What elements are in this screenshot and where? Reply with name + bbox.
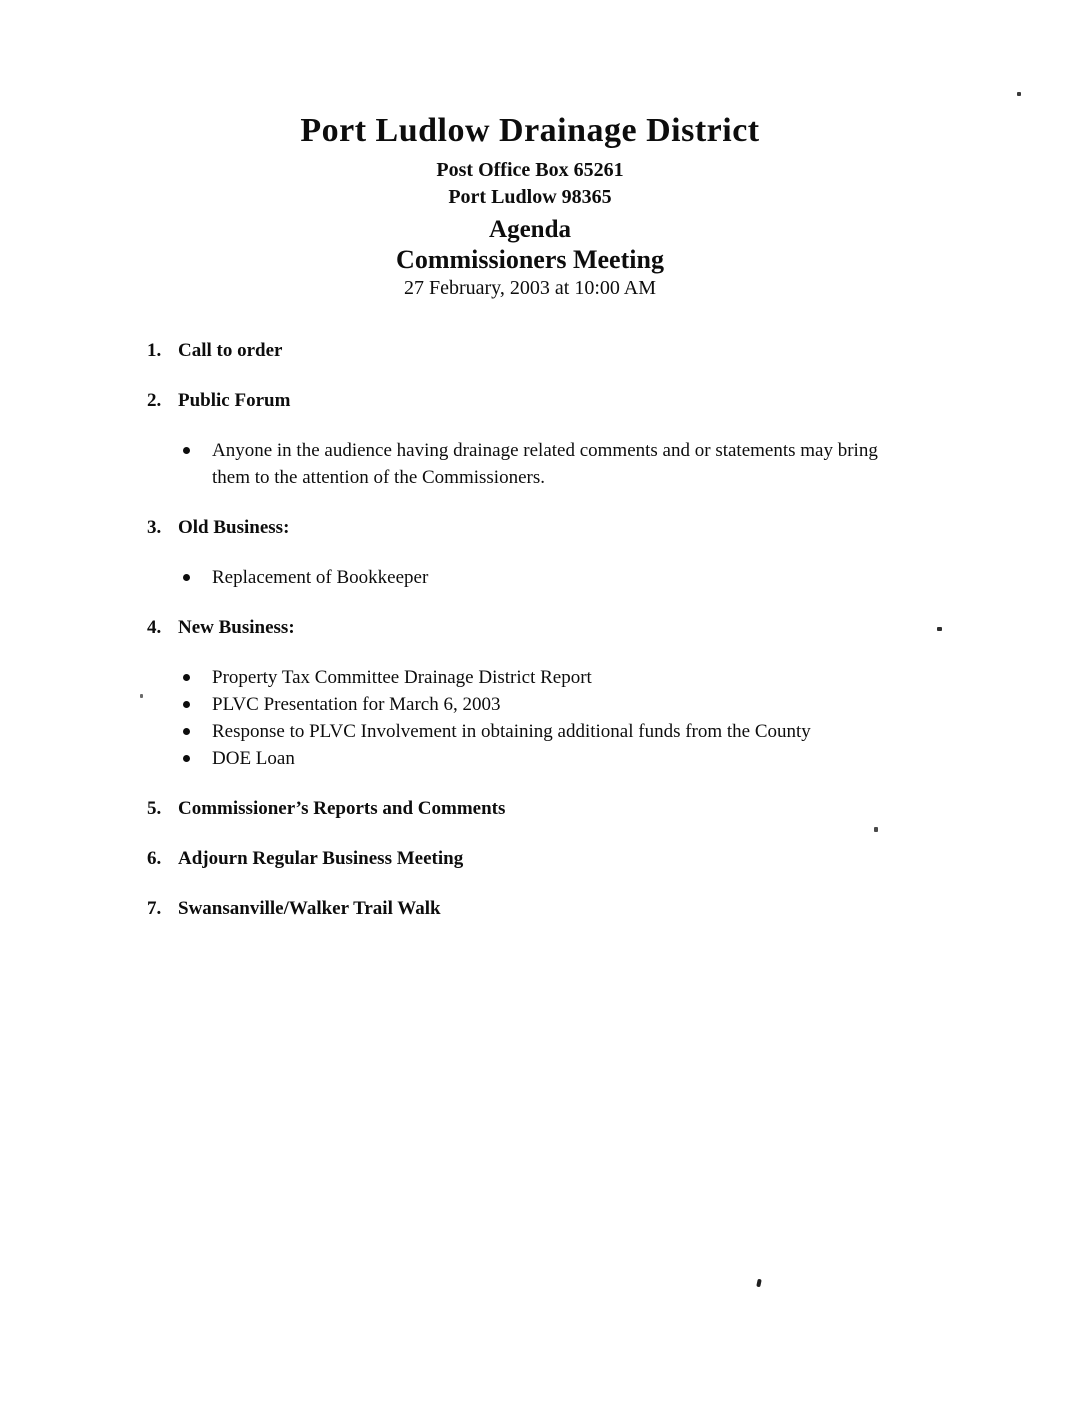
agenda-item bbox=[147, 614, 1084, 641]
scan-speck bbox=[140, 694, 143, 698]
agenda-item-label: Public Forum bbox=[178, 390, 291, 411]
agenda-group bbox=[147, 337, 1084, 364]
agenda-item-number: 7. bbox=[147, 898, 162, 919]
scan-speck bbox=[756, 1279, 762, 1288]
agenda-bullet-list bbox=[147, 437, 1084, 491]
scan-speck bbox=[1017, 92, 1021, 96]
agenda-item-label: New Business: bbox=[178, 617, 295, 638]
agenda-group bbox=[147, 795, 1084, 822]
agenda-item-number: 3. bbox=[147, 517, 162, 538]
agenda-item bbox=[147, 895, 1084, 922]
agenda-group bbox=[147, 614, 1084, 772]
agenda-item-label: Call to order bbox=[178, 340, 283, 361]
agenda-group bbox=[147, 845, 1084, 872]
agenda-item-number: 2. bbox=[147, 390, 162, 411]
agenda-item-number: 4. bbox=[147, 617, 162, 638]
page-title: Port Ludlow Drainage District bbox=[300, 112, 760, 149]
agenda-item-label: Adjourn Regular Business Meeting bbox=[178, 848, 464, 869]
agenda-bullet-list bbox=[147, 664, 1084, 772]
agenda-list bbox=[147, 337, 1084, 922]
scan-speck bbox=[874, 827, 878, 832]
agenda-item bbox=[147, 514, 1084, 541]
agenda-item-label: Commissioner’s Reports and Comments bbox=[178, 798, 506, 819]
agenda-group bbox=[147, 387, 1084, 491]
agenda-bullet: DOE Loan bbox=[182, 745, 912, 772]
agenda-item bbox=[147, 845, 1084, 872]
agenda-item-number: 1. bbox=[147, 340, 162, 361]
agenda-bullet-list bbox=[147, 564, 1084, 591]
agenda-heading: Agenda bbox=[489, 216, 571, 243]
meeting-datetime: 27 February, 2003 at 10:00 AM bbox=[403, 277, 656, 299]
agenda-item bbox=[147, 387, 1084, 414]
agenda-bullet: Replacement of Bookkeeper bbox=[182, 564, 912, 591]
address-line-1: Post Office Box 65261 bbox=[436, 159, 624, 181]
address-line-2: Port Ludlow 98365 bbox=[448, 186, 612, 208]
agenda-bullet: PLVC Presentation for March 6, 2003 bbox=[182, 691, 912, 718]
agenda-bullet: Property Tax Committee Drainage District Report bbox=[182, 664, 912, 691]
agenda-item-number: 5. bbox=[147, 798, 162, 819]
meeting-heading: Commissioners Meeting bbox=[396, 245, 664, 274]
agenda-group bbox=[147, 514, 1084, 591]
agenda-item bbox=[147, 795, 1084, 822]
agenda-item-label: Old Business: bbox=[178, 517, 290, 538]
agenda-group bbox=[147, 895, 1084, 922]
scan-speck bbox=[937, 627, 942, 631]
agenda-item bbox=[147, 337, 1084, 364]
agenda-item-label: Swansanville/Walker Trail Walk bbox=[178, 898, 441, 919]
document-header bbox=[0, 112, 1072, 301]
agenda-bullet: Response to PLVC Involvement in obtaining additional funds from the County bbox=[182, 718, 912, 745]
agenda-bullet: Anyone in the audience having drainage related comments and or statements may bring them to the attention of the Commissioners. bbox=[182, 437, 912, 491]
agenda-item-number: 6. bbox=[147, 848, 162, 869]
